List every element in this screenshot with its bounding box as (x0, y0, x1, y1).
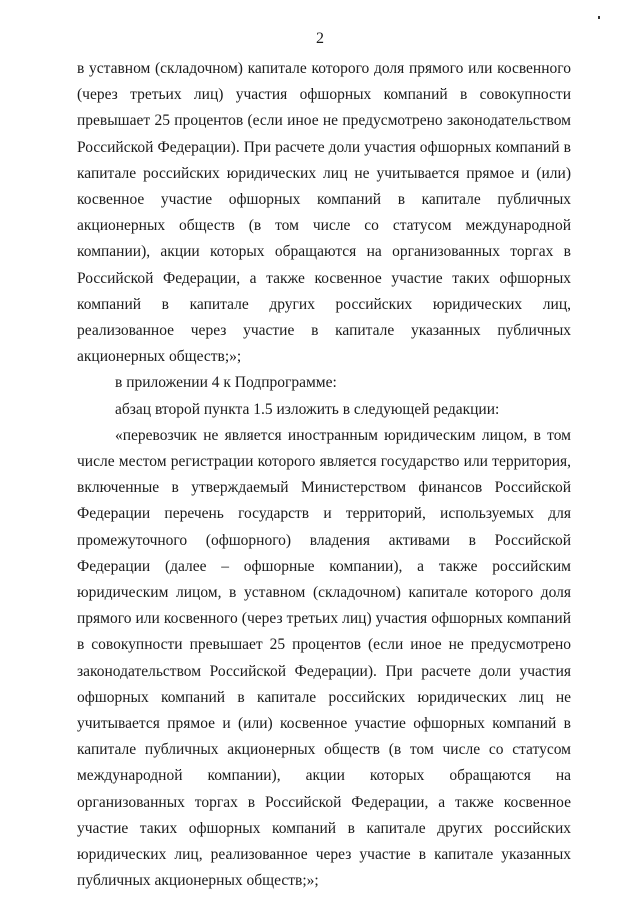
paragraph-continuation: в уставном (складочном) капитале которого доля прямого или косвенного (через третьих лиц) участия офшорных компаний в совокупности превышает 25 процентов (если иное не предусмотрено законодательством Российской Федерации). При расчете доли участия офшорных компаний в капитале российских юридических лиц не учитывается прямое и (или) косвенное участие офшорных компаний в капитале публичных акционерных обществ (в том числе со статусом международной компании), акции которых обращаются на организованных торгах в Российской Федерации, а также косвенное участие таких офшорных компаний в капитале других российских юридических лиц, реализованное через участие в капитале указанных публичных акционерных обществ;»; (77, 60, 571, 366)
paragraph-amendment-instruction: абзац второй пункта 1.5 изложить в следующей редакции: (115, 400, 500, 418)
scan-mark (598, 16, 600, 19)
document-body (77, 56, 571, 895)
paragraph-amendment-text: «перевозчик не является иностранным юридическим лицом, в том числе местом регистрации которого является государство или территория, включенные в утверждаемый Министерством финансов Российской Федерации перечень государств и территорий, используемых для промежуточного (офшорного) владения активами в Российской Федерации (далее – офшорные компании), а также российским юридическим лицом, в уставном (складочном) капитале которого доля прямого или косвенного (через третьих лиц) участия офшорных компаний в совокупности превышает 25 процентов (если иное не предусмотрено законодательством Российской Федерации). При расчете доли участия офшорных компаний в капитале российских юридических лиц не учитывается прямое и (или) косвенное участие офшорных компаний в капитале публичных акционерных обществ (в том числе со статусом международной компании), акции которых обращаются на организованных торгах в Российской Федерации, а также косвенное участие таких офшорных компаний в капитале других российских юридических лиц, реализованное через участие в капитале указанных публичных акционерных обществ;»; (77, 426, 571, 890)
page-number: 2 (316, 30, 324, 47)
paragraph-appendix-reference: в приложении 4 к Подпрограмме: (115, 374, 337, 392)
